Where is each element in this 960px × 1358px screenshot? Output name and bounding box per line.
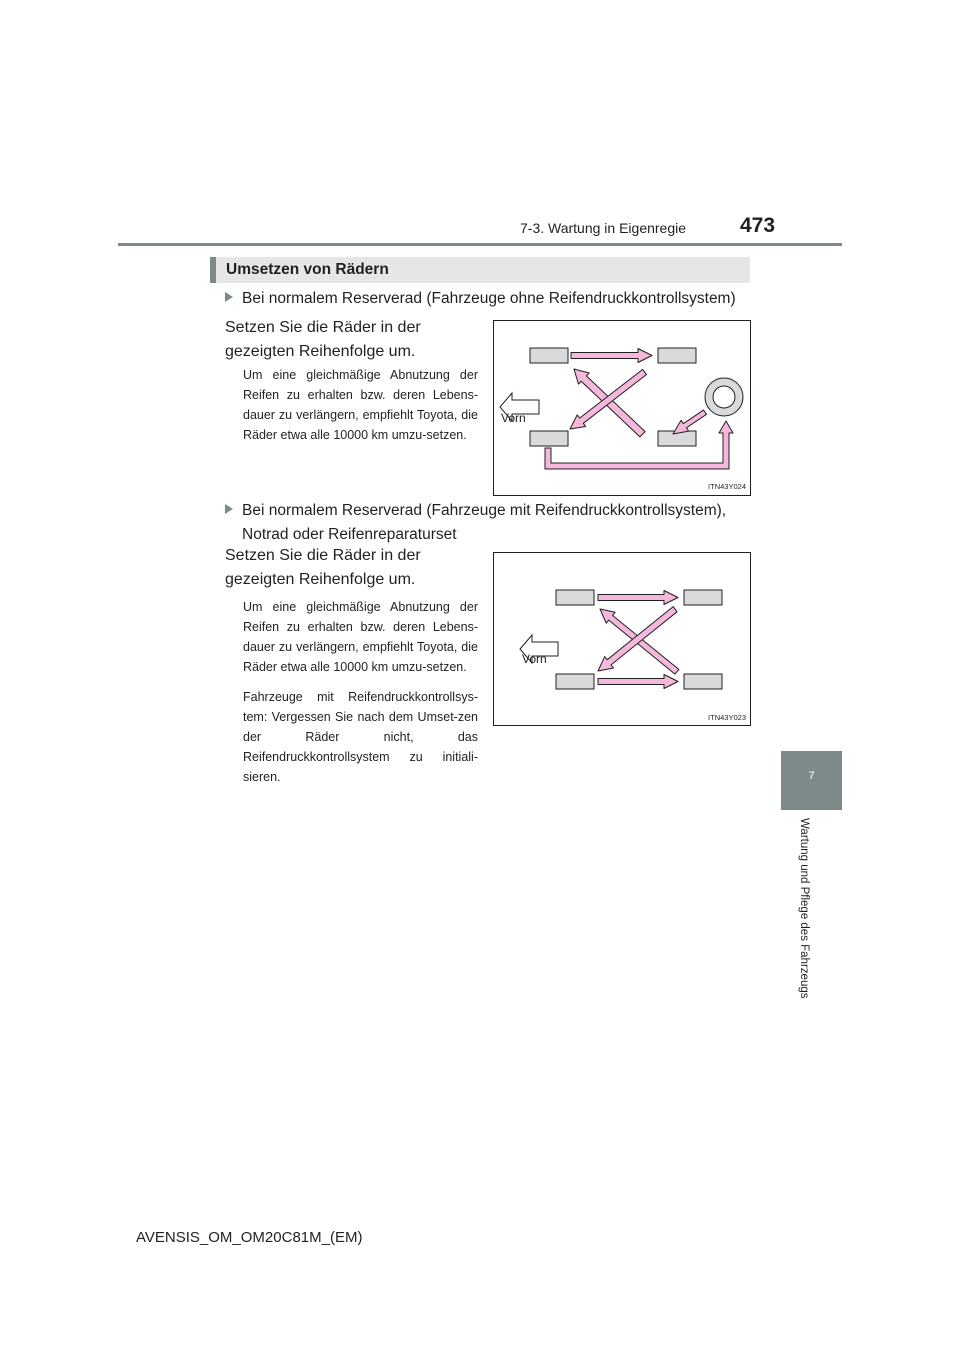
tire-front-right — [658, 348, 696, 363]
bullet-triangle-icon — [225, 292, 233, 302]
document-code: AVENSIS_OM_OM20C81M_(EM) — [136, 1229, 363, 1246]
bullet-without-tpms — [225, 287, 755, 311]
tpms-reset-note: Fahrzeuge mit Reifendruckkontrollsys-tem: Vergessen Sie nach dem Umset-zen der Räder nicht, das Reifendruckkontrollsystem zu initiali-sieren. — [243, 690, 478, 784]
page-number: 473 — [740, 214, 776, 237]
header-divider — [118, 243, 842, 246]
arrow-front-left-to-front-right — [598, 591, 678, 605]
front-label: Vorn — [522, 652, 547, 666]
tire-front-right — [684, 590, 722, 605]
figure-code: ITN43Y024 — [708, 482, 746, 491]
instruction-text: Setzen Sie die Räder in der gezeigten Reihenfolge um. — [225, 319, 421, 360]
arrow-rear-left-to-rear-right — [598, 675, 678, 689]
section-heading-accent — [210, 257, 216, 283]
tire-rear-right — [684, 674, 722, 689]
rotation-diagram-graphic — [494, 553, 750, 725]
front-label: Vorn — [501, 411, 526, 425]
spare-wheel-hub — [713, 386, 735, 408]
chapter-number: 7 — [808, 770, 815, 782]
tire-rotation-diagram-with-spare — [493, 320, 751, 496]
tire-rear-left — [530, 431, 568, 446]
rotation-note: Um eine gleichmäßige Abnutzung der Reifen zu erhalten bzw. deren Lebens-dauer zu verlängern, empfiehlt Toyota, die Räder etwa alle 10000 km umzu-setzen. — [243, 600, 478, 674]
bullet-text-line2: Notrad oder Reifenreparaturset — [242, 526, 457, 543]
rotation-note: Um eine gleichmäßige Abnutzung der Reifen zu erhalten bzw. deren Lebens-dauer zu verlängern, empfiehlt Toyota, die Räder etwa alle 10000 km umzu-setzen. — [243, 368, 478, 442]
tire-front-left — [530, 348, 568, 363]
section-heading: Umsetzen von Rädern — [226, 261, 389, 278]
bullet-text-line1: Bei normalem Reserverad (Fahrzeuge mit Reifendruckkontrollsystem), — [242, 502, 727, 519]
section-reference: 7-3. Wartung in Eigenregie — [520, 220, 687, 236]
rotation-diagram-graphic — [494, 321, 750, 495]
arrow-spare-to-rear-right — [673, 410, 707, 434]
figure-code: ITN43Y023 — [708, 713, 746, 722]
bullet-triangle-icon — [225, 504, 233, 514]
bullet-with-tpms — [225, 499, 748, 547]
instruction-text: Setzen Sie die Räder in der gezeigten Reihenfolge um. — [225, 547, 421, 588]
arrow-front-left-to-front-right — [571, 349, 652, 363]
tire-front-left — [556, 590, 594, 605]
chapter-title: Wartung und Pflege des Fahrzeugs — [798, 818, 810, 999]
bullet-text: Bei normalem Reserverad (Fahrzeuge ohne Reifendruckkontrollsystem) — [242, 290, 736, 307]
tire-rotation-diagram-no-spare — [493, 552, 751, 726]
tire-rear-left — [556, 674, 594, 689]
